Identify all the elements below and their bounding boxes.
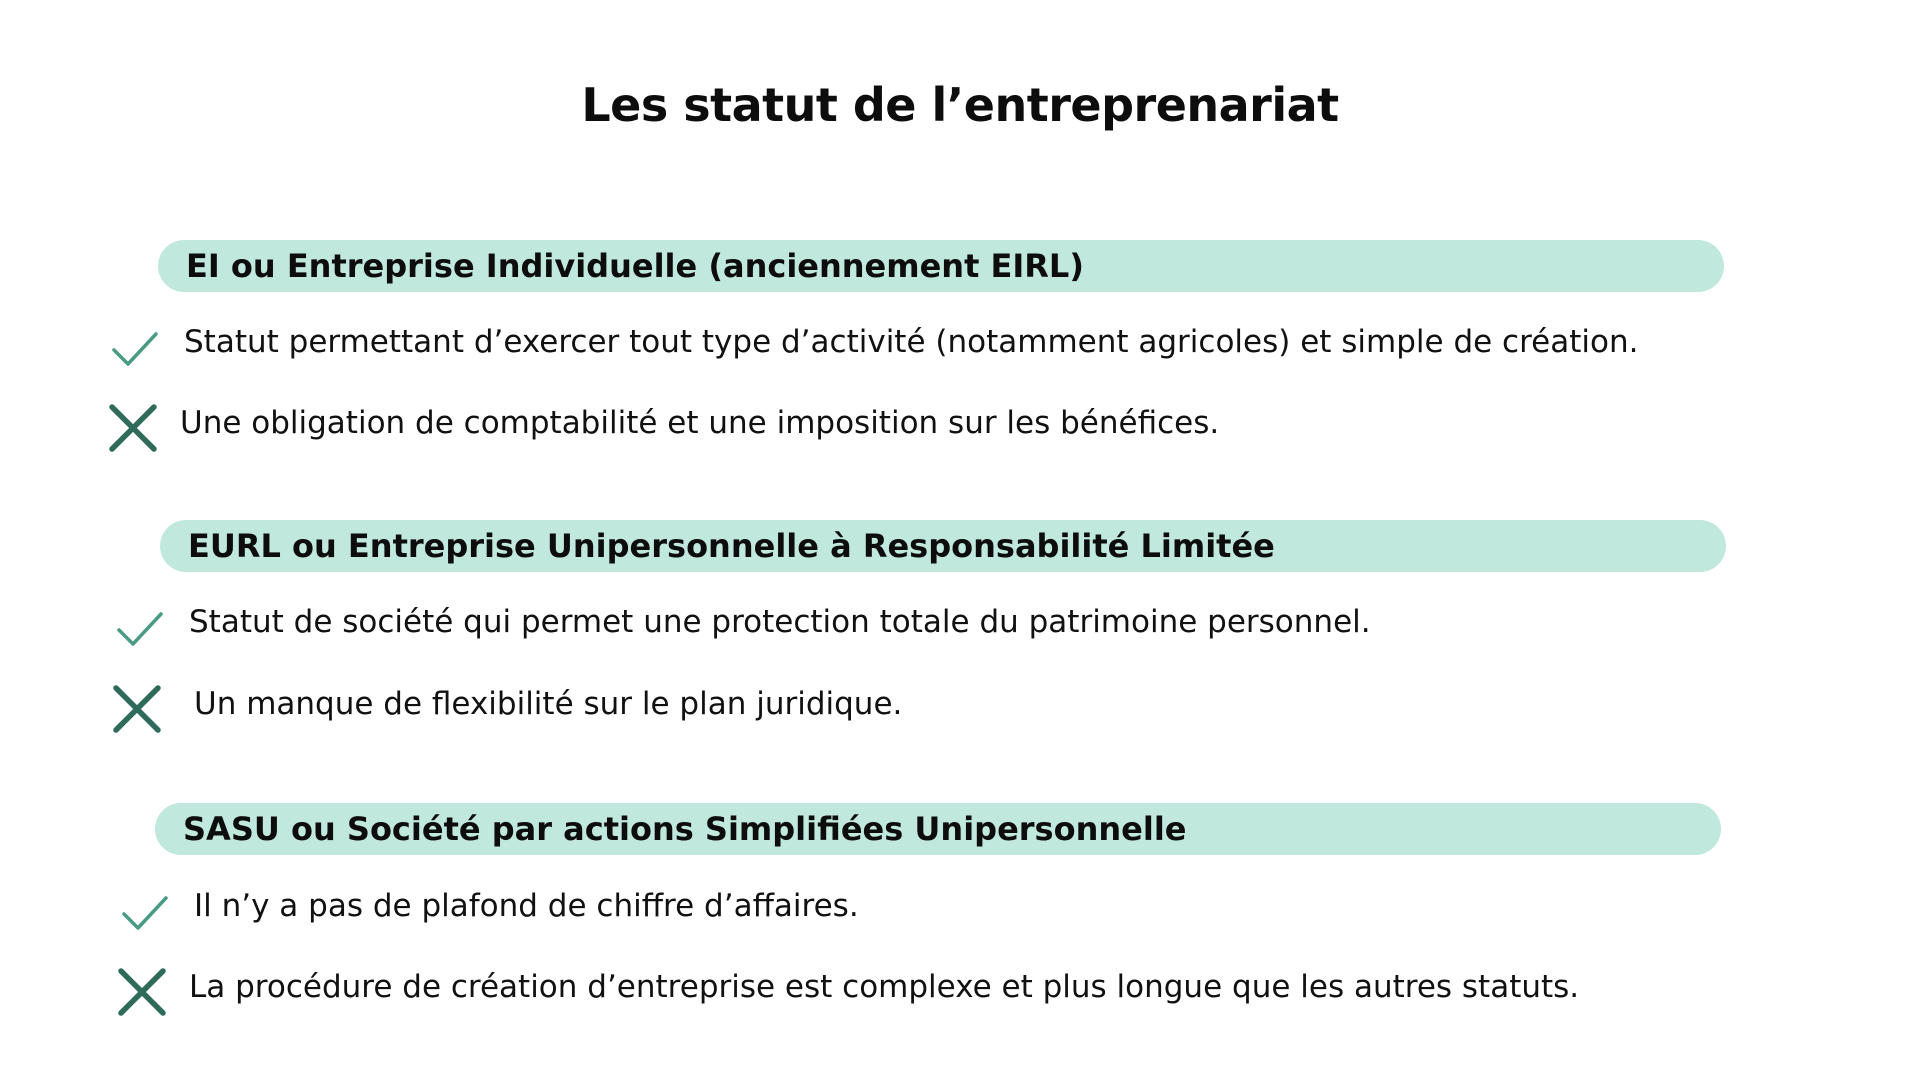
page-title: Les statut de l’entreprenariat bbox=[581, 78, 1339, 132]
section-header-eurl: EURL ou Entreprise Unipersonnelle à Responsabilité Limitée bbox=[160, 520, 1726, 572]
section-header-sasu: SASU ou Société par actions Simplifiées Unipersonnelle bbox=[155, 803, 1721, 855]
pro-row-sasu bbox=[0, 880, 1900, 936]
pro-row-eurl bbox=[0, 596, 1900, 652]
pro-text: Il n’y a pas de plafond de chiffre d’affaires. bbox=[194, 888, 859, 924]
con-row-sasu bbox=[0, 961, 1900, 1017]
con-text: La procédure de création d’entreprise est complexe et plus longue que les autres statuts. bbox=[189, 969, 1580, 1005]
section-header-ei: EI ou Entreprise Individuelle (anciennement EIRL) bbox=[158, 240, 1724, 292]
cross-icon bbox=[117, 967, 167, 1017]
check-icon bbox=[110, 322, 160, 372]
con-row-eurl bbox=[0, 678, 1900, 734]
pro-row-ei bbox=[0, 316, 1900, 372]
con-text: Une obligation de comptabilité et une imposition sur les bénéfices. bbox=[180, 405, 1220, 441]
pro-text: Statut de société qui permet une protection totale du patrimoine personnel. bbox=[189, 604, 1371, 640]
check-icon bbox=[120, 886, 170, 936]
con-row-ei bbox=[0, 397, 1900, 453]
pro-text: Statut permettant d’exercer tout type d’activité (notamment agricoles) et simple de création. bbox=[184, 324, 1639, 360]
cross-icon bbox=[112, 684, 162, 734]
cross-icon bbox=[108, 403, 158, 453]
con-text: Un manque de flexibilité sur le plan juridique. bbox=[194, 686, 903, 722]
check-icon bbox=[115, 602, 165, 652]
